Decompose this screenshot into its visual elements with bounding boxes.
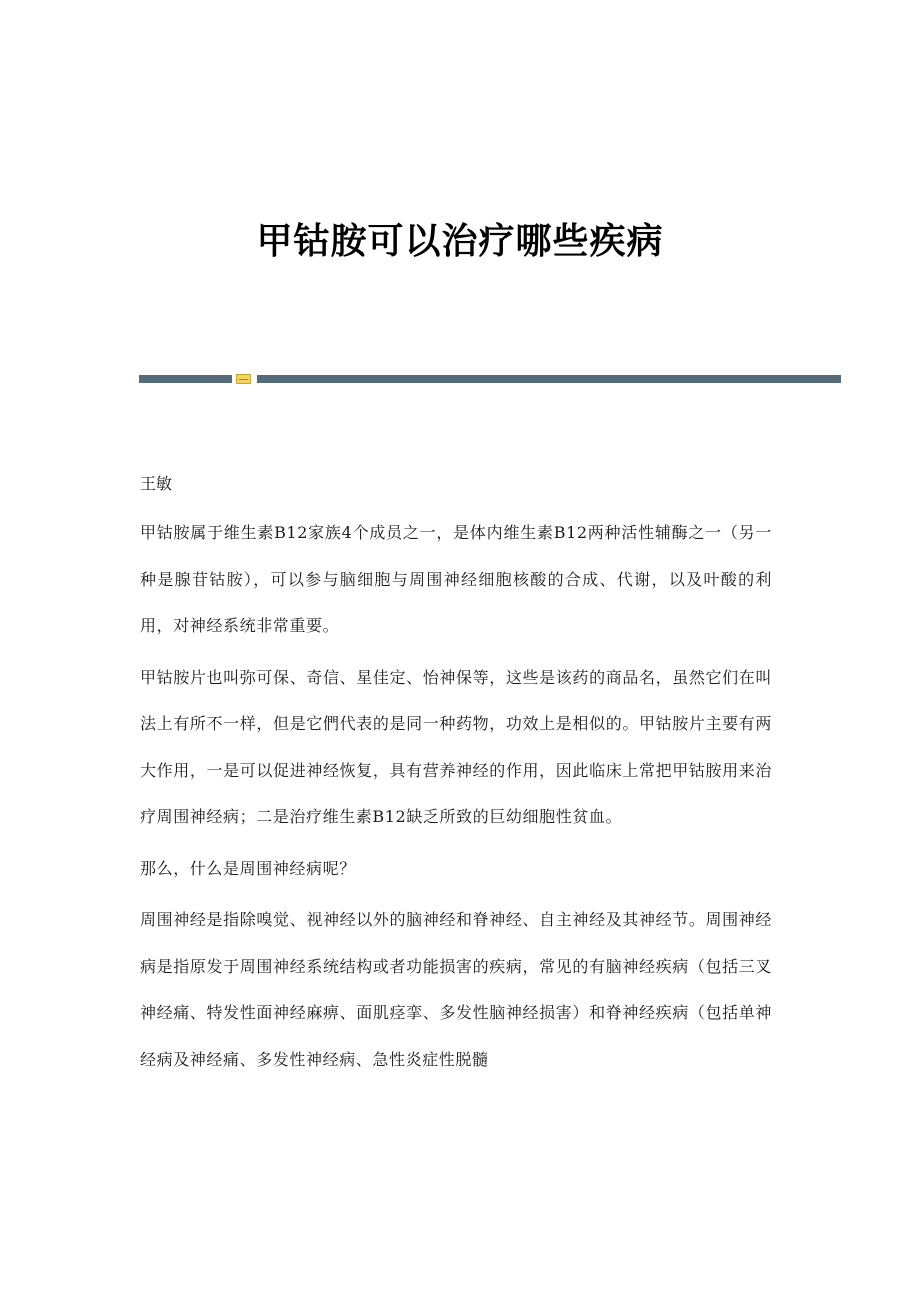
paragraph-1: 甲钴胺属于维生素B12家族4个成员之一，是体内维生素B12两种活性辅酶之一（另一种是腺苷钴胺），可以参与脑细胞与周围神经细胞核酸的合成、代谢，以及叶酸的利用，对神经系统非常重要。 xyxy=(140,523,772,635)
paragraph-4: 周围神经是指除嗅觉、视神经以外的脑神经和脊神经、自主神经及其神经节。周围神经病是指原发于周围神经系统结构或者功能损害的疾病，常见的有脑神经疾病（包括三叉神经痛、特发性面神经麻痹、面肌痉挛、多发性脑神经损害）和脊神经疾病（包括单神经病及神经痛、多发性神经病、急性炎症性脱髓 xyxy=(140,910,772,1069)
author-name: 王敏 xyxy=(140,474,173,493)
document-title: 甲钴胺可以治疗哪些疾病 xyxy=(256,221,664,262)
title-divider xyxy=(139,374,841,386)
divider-bar-right xyxy=(257,375,841,383)
paragraph-2: 甲钴胺片也叫弥可保、奇信、星佳定、怡神保等，这些是该药的商品名，虽然它们在叫法上有所不一样，但是它們代表的是同一种药物，功效上是相似的。甲钴胺片主要有两大作用，一是可以促进神经恢复，具有营养神经的作用，因此临床上常把甲钴胺用来治疗周围神经病；二是治疗维生素B12缺乏所致的巨幼细胞性贫血。 xyxy=(140,667,772,826)
paragraph-3: 那么，什么是周围神经病呢？ xyxy=(140,858,356,878)
divider-ornament-icon xyxy=(236,374,251,384)
divider-bar-left xyxy=(139,375,232,383)
document-body xyxy=(140,462,772,1088)
